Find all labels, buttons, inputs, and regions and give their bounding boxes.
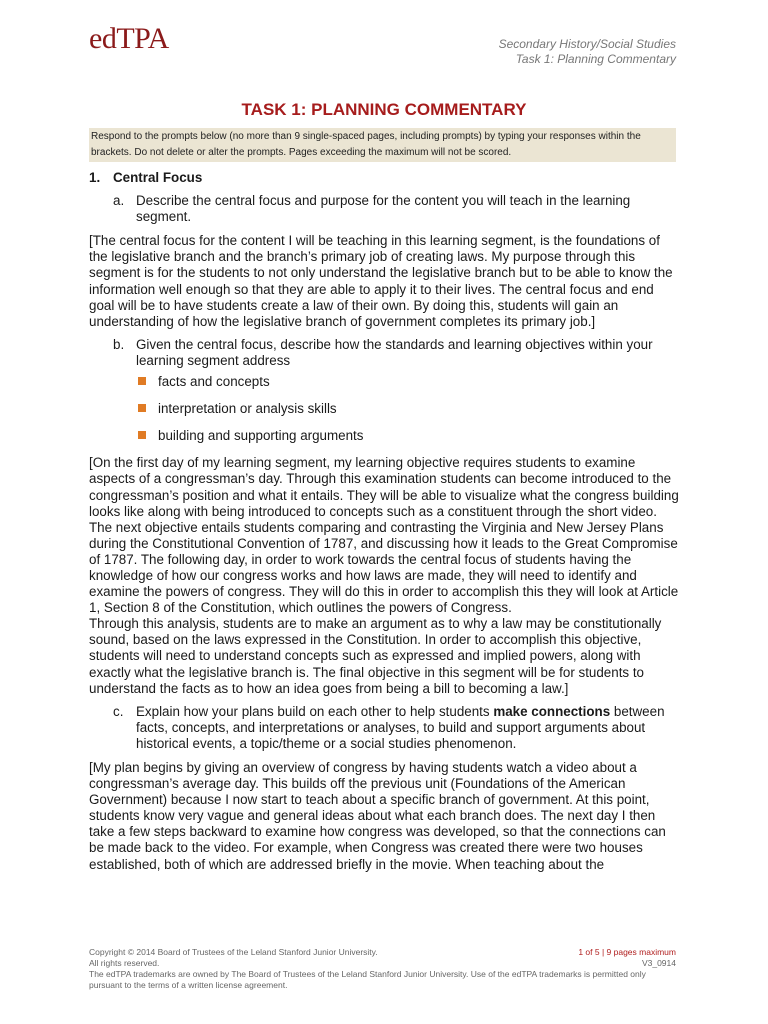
prompt-b-text: Given the central focus, describe how the standards and learning objectives within your learning segment address xyxy=(136,336,653,368)
prompt-b xyxy=(89,337,679,369)
version-label: V3_0914 xyxy=(641,958,676,968)
prompt-b-letter: b. xyxy=(113,336,125,352)
prompt-a xyxy=(89,193,679,225)
footer-legal xyxy=(89,947,659,991)
response-b-part2: Through this analysis, students are to make an argument as to why a law may be constitutionally sound, based on the laws expressed in the Constitution. In order to accomplish this objective, students will need to understand concepts such as expressed and implied powers, along with exactly what the legislative branch is. The final objective in this segment will be for students to understand the facts as to how an idea goes from being a bill to becoming a law.] xyxy=(89,616,662,696)
footer-copyright: Copyright © 2014 Board of Trustees of the Leland Stanford Junior University. xyxy=(89,947,378,957)
prompt-a-text: Describe the central focus and purpose for the content you will teach in the learning segment. xyxy=(136,193,631,225)
page-count: 1 of 5 | 9 pages maximum xyxy=(578,947,676,957)
prompt-c-letter: c. xyxy=(113,703,124,719)
prompt-b-bullets xyxy=(89,374,679,444)
square-bullet-icon xyxy=(138,431,146,439)
prompt-c-emphasis: make connections xyxy=(493,703,611,719)
footer-trademark: The edTPA trademarks are owned by The Board of Trustees of the Leland Stanford Junior University. Use of the edTPA trademarks is permitted only pursuant to the terms of a written license agreement. xyxy=(89,969,646,990)
bullet-item: facts and concepts xyxy=(136,374,679,390)
commentary-body xyxy=(89,170,679,873)
section-number: 1. xyxy=(89,170,101,185)
prompt-a-letter: a. xyxy=(113,193,125,209)
header-task: Task 1: Planning Commentary xyxy=(515,52,676,66)
edtpa-logo: edTPA xyxy=(89,22,169,55)
bullet-item: building and supporting arguments xyxy=(136,428,679,444)
square-bullet-icon xyxy=(138,404,146,412)
page-title: TASK 1: PLANNING COMMENTARY xyxy=(241,100,527,119)
prompt-c-text-start: Explain how your plans build on each other to help students xyxy=(136,703,494,719)
prompt-c xyxy=(89,704,679,752)
running-header xyxy=(499,37,676,67)
response-a: [The central focus for the content I will be teaching in this learning segment, is the foundations of the legislative branch and the branch’s primary job of creating laws. My purpose through this segment is for the students to not only understand the legislative branch but to be able to know the information well enough so that they are able to apply it to their lives. The central focus and end goal will be to have students create a law of their own. By doing this, students will gain an understanding of how the legislative branch of government completes its primary job.] xyxy=(89,233,673,329)
instructions-box: Respond to the prompts below (no more than 9 single-spaced pages, including prompts) by typing your responses within the brackets. Do not delete or alter the prompts. Pages exceeding the maximum will not be scored. xyxy=(89,128,676,162)
header-subject: Secondary History/Social Studies xyxy=(498,37,676,51)
response-b-part1: [On the first day of my learning segment, my learning objective requires students to examine aspects of a congressman’s day. Through this examination students can become introduced to the congressman’s position and what it entails. They will be able to visualize what the congress building looks like along with being introduced to concepts such as a constituent through the short video. The next objective entails students comparing and contrasting the Virginia and New Jersey Plans during the Constitutional Convention of 1787, and discussing how it leads to the Great Compromise of 1787. The following day, in order to work towards the central focus of students having the knowledge of how our congress works and how laws are made, they will need to identify and examine the powers of congress. They will do this in order to accomplish this they will look at Article 1, Section 8 of the Constitution, which outlines the powers of Congress. xyxy=(89,455,679,616)
section-heading xyxy=(89,170,679,186)
footer-rights: All rights reserved. xyxy=(89,958,160,968)
square-bullet-icon xyxy=(138,377,146,385)
response-c: [My plan begins by giving an overview of congress by having students watch a video about a congressman’s average day. This builds off the previous unit (Foundations of the American Government) because I now start to teach about a specific branch of government. At this point, students know very vague and general ideas about what each branch does. The next day I then take a few steps backward to examine how congress was developed, so that the connections can be made back to the video. For example, when Congress was created there were two houses established, both of which are addressed briefly in the movie. When teaching about the xyxy=(89,760,666,872)
footer-pagination xyxy=(578,947,676,969)
prompt-c-text-end: between facts, concepts, and interpretations or analyses, to build and support arguments about historical events, a topic/theme or a social studies phenomenon. xyxy=(136,703,665,751)
section-title: Central Focus xyxy=(113,170,203,185)
bullet-item: interpretation or analysis skills xyxy=(136,401,679,417)
